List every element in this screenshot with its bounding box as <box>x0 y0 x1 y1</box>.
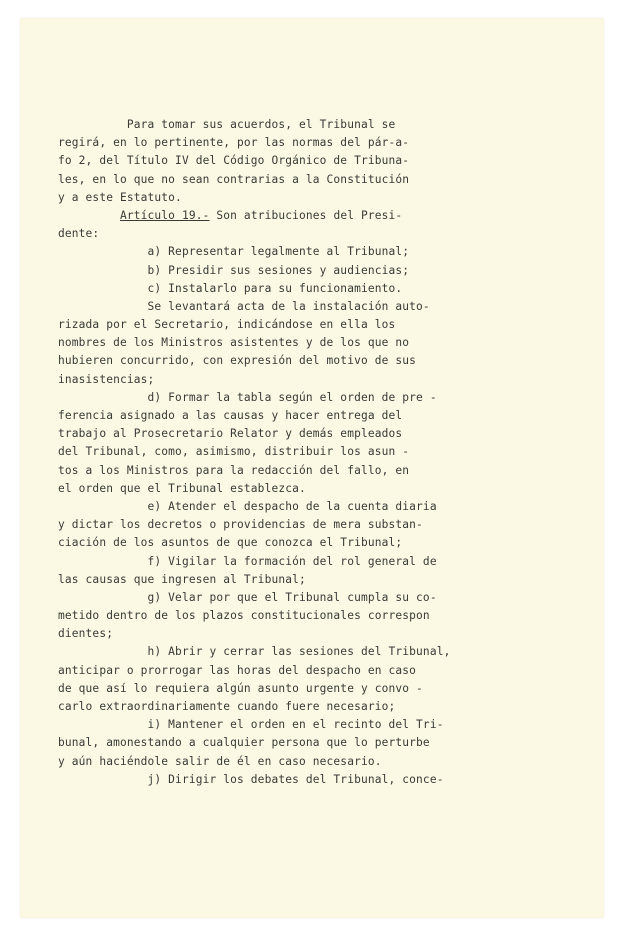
article-heading: Artículo 19.- <box>119 208 210 222</box>
text-line: g) Velar por que el Tribunal cumpla su co- <box>58 590 437 604</box>
text-line: j) Dirigir los debates del Tribunal, conce- <box>58 772 444 786</box>
article-heading-rest: Son atribuciones del Presi- <box>209 208 403 222</box>
text-line: dientes; <box>58 627 114 641</box>
article-heading-line <box>58 207 468 225</box>
text-line: e) Atender el despacho de la cuenta diaria <box>58 499 437 513</box>
text-line: ferencia asignado a las causas y hacer entrega del <box>58 409 403 422</box>
text-line: h) Abrir y cerrar las sesiones del Tribunal, <box>58 645 451 659</box>
text-line: rizada por el Secretario, indicándose en ella los <box>58 318 396 332</box>
text-line: el orden que el Tribunal establezca. <box>58 481 306 495</box>
text-line: hubieren concurrido, con expresión del motivo de sus <box>58 354 417 368</box>
text-line: tos a los Ministros para la redacción del fallo, en <box>58 463 410 477</box>
text-line: inasistencias; <box>58 372 155 386</box>
text-line: a) Representar legalmente al Tribunal; <box>58 245 410 259</box>
text-line: carlo extraordinariamente cuando fuere necesario; <box>58 700 396 713</box>
text-line: anticipar o prorrogar las horas del despacho en caso <box>58 663 417 677</box>
text-line: ciación de los asuntos de que conozca el Tribunal; <box>58 536 403 550</box>
text-line: b) Presidir sus sesiones y audiencias; <box>58 263 410 277</box>
text-line: de que así lo requiera algún asunto urgente y convo - <box>58 681 423 695</box>
document-page <box>20 18 604 918</box>
text-line: las causas que ingresen al Tribunal; <box>58 572 306 586</box>
text-line: nombres de los Ministros asistentes y de los que no <box>58 336 410 350</box>
text-line: regirá, en lo pertinente, por las normas del pár-a- <box>58 136 410 150</box>
text-line: les, en lo que no sean contrarias a la Constitución <box>58 172 410 186</box>
text-line: metido dentro de los plazos constitucionales correspon <box>58 609 430 623</box>
text-line: d) Formar la tabla según el orden de pre - <box>58 390 437 404</box>
text-line: dente: <box>58 227 100 241</box>
indent <box>58 209 120 222</box>
text-line: y aún haciéndole salir de él en caso necesario. <box>58 754 382 768</box>
text-line: fo 2, del Título IV del Código Orgánico de Tribuna- <box>58 154 410 168</box>
text-line: del Tribunal, como, asimismo, distribuir los asun - <box>58 445 410 459</box>
text-line: bunal, amonestando a cualquier persona que lo perturbe <box>58 736 430 750</box>
document-text <box>58 116 468 789</box>
text-line: y a este Estatuto. <box>58 190 182 204</box>
text-line: f) Vigilar la formación del rol general de <box>58 554 437 568</box>
text-line: c) Instalarlo para su funcionamiento. <box>58 281 403 295</box>
text-line: trabajo al Prosecretario Relator y demás empleados <box>58 427 403 441</box>
text-line: Para tomar sus acuerdos, el Tribunal se <box>58 118 396 131</box>
text-line: y dictar los decretos o providencias de mera substan- <box>58 518 423 532</box>
text-line: Se levantará acta de la instalación auto- <box>58 299 430 313</box>
text-line: i) Mantener el orden en el recinto del Tri- <box>58 718 444 732</box>
